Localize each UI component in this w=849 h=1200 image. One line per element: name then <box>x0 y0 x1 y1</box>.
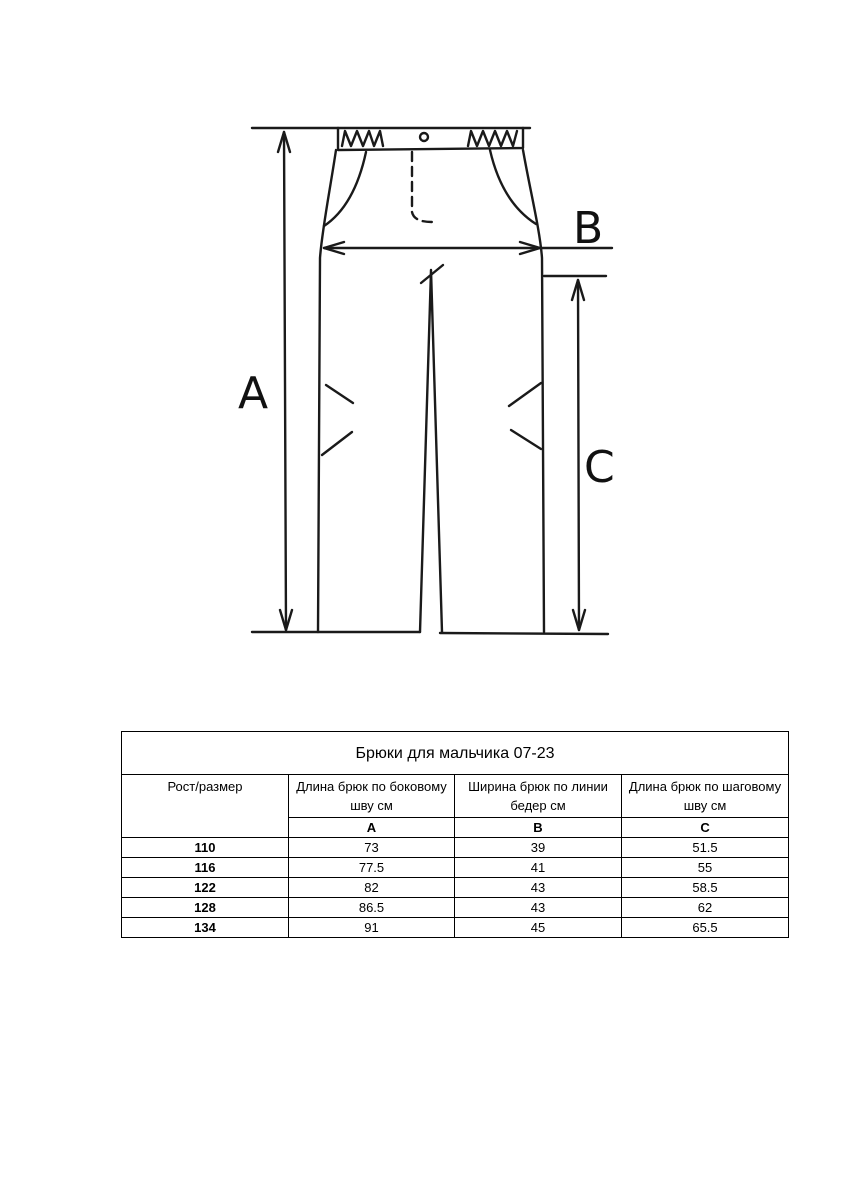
row-value-a: 82 <box>289 878 455 898</box>
row-value-c: 62 <box>622 898 789 918</box>
header-side-seam-length: Длина брюк по боковому шву см <box>289 775 455 818</box>
row-value-a: 77.5 <box>289 858 455 878</box>
row-size: 116 <box>122 858 289 878</box>
header-letter-c: C <box>622 818 789 838</box>
table-row <box>122 858 789 878</box>
table-row <box>122 838 789 858</box>
dimension-a-label: A <box>238 368 269 419</box>
dimension-b-label: B <box>573 203 604 254</box>
header-hip-width: Ширина брюк по линии бедер см <box>455 775 622 818</box>
row-size: 110 <box>122 838 289 858</box>
table-row <box>122 918 789 938</box>
row-size: 134 <box>122 918 289 938</box>
header-letter-a: A <box>289 818 455 838</box>
header-letter-b: B <box>455 818 622 838</box>
header-inseam-length: Длина брюк по шаговому шву см <box>622 775 789 818</box>
table-row <box>122 898 789 918</box>
row-value-c: 65.5 <box>622 918 789 938</box>
table-title: Брюки для мальчика 07-23 <box>122 732 789 775</box>
row-value-c: 58.5 <box>622 878 789 898</box>
waistband <box>338 128 523 150</box>
trousers-inseam <box>420 270 442 632</box>
row-value-b: 39 <box>455 838 622 858</box>
table-row <box>122 878 789 898</box>
header-size: Рост/размер <box>122 775 289 838</box>
row-value-a: 91 <box>289 918 455 938</box>
row-value-a: 73 <box>289 838 455 858</box>
bottom-reference-line-right <box>440 633 608 634</box>
row-value-b: 41 <box>455 858 622 878</box>
row-value-b: 43 <box>455 878 622 898</box>
row-value-c: 55 <box>622 858 789 878</box>
size-chart-table <box>121 731 789 938</box>
row-size: 122 <box>122 878 289 898</box>
row-value-b: 43 <box>455 898 622 918</box>
dimension-c-label: C <box>584 442 615 493</box>
row-value-a: 86.5 <box>289 898 455 918</box>
row-value-b: 45 <box>455 918 622 938</box>
dimension-a-line <box>284 132 286 630</box>
row-size: 128 <box>122 898 289 918</box>
dimension-c-line <box>578 280 579 630</box>
fly-stitch <box>412 152 432 222</box>
row-value-c: 51.5 <box>622 838 789 858</box>
